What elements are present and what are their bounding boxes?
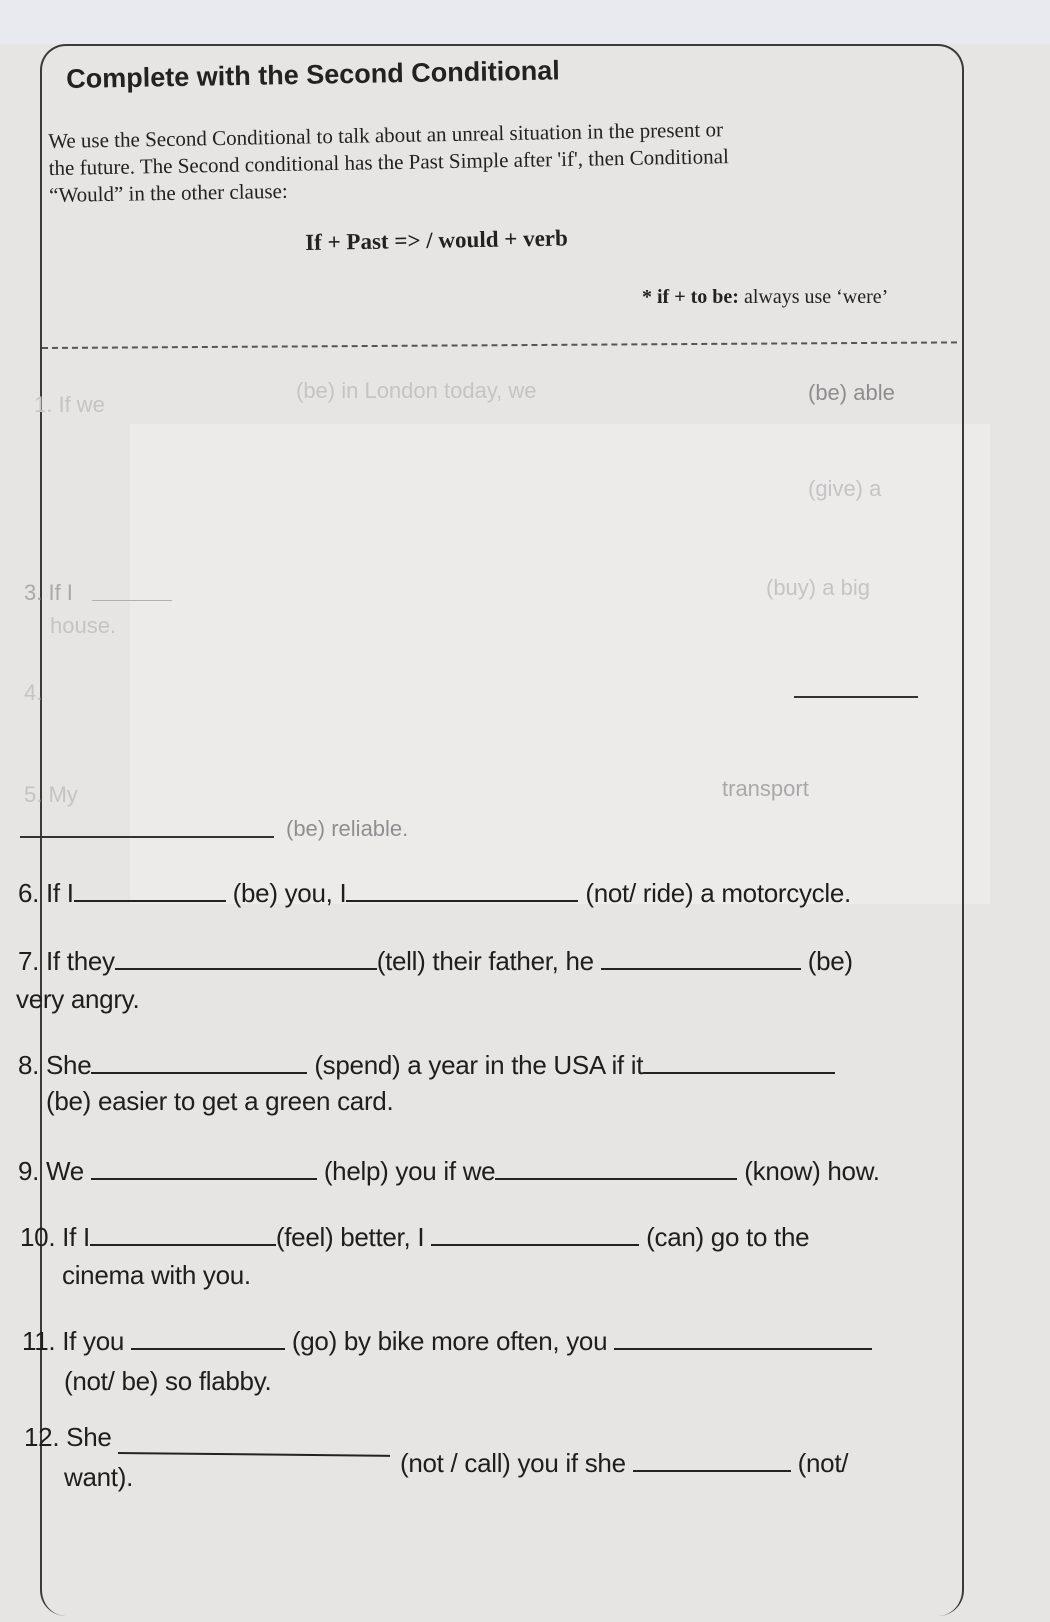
q8-text-2: (spend) a year in the USA if it bbox=[314, 1050, 644, 1080]
question-6 bbox=[18, 878, 851, 909]
q10-continuation: cinema with you. bbox=[62, 1260, 251, 1290]
q8-blank-2[interactable] bbox=[643, 1050, 835, 1074]
q6-text-3: (not/ ride) a motorcycle. bbox=[585, 878, 851, 908]
q11-continuation: (not/ be) so flabby. bbox=[64, 1366, 272, 1396]
question-9 bbox=[18, 1156, 880, 1187]
q12-continuation: want). bbox=[64, 1462, 134, 1492]
q8-text-1: 8. She bbox=[18, 1050, 92, 1080]
q8-continuation: (be) easier to get a green card. bbox=[46, 1086, 394, 1116]
question-11 bbox=[22, 1326, 872, 1357]
question-7 bbox=[18, 946, 853, 977]
question-10 bbox=[20, 1222, 809, 1253]
q7-continuation: very angry. bbox=[16, 984, 140, 1014]
note-text: always use ‘were’ bbox=[743, 286, 889, 308]
worksheet-title: Complete with the Second Conditional bbox=[66, 55, 560, 94]
formula: If + Past => / would + verb bbox=[305, 225, 569, 255]
q11-blank-2[interactable] bbox=[614, 1326, 872, 1350]
q10-blank-1[interactable] bbox=[90, 1222, 276, 1246]
q11-text-2: (go) by bike more often, you bbox=[291, 1326, 608, 1356]
q8-blank-1[interactable] bbox=[91, 1050, 307, 1074]
intro-line-3: “Would” in the other clause: bbox=[48, 178, 288, 207]
q5-answer-blank bbox=[20, 836, 274, 838]
intro-line-2: the future. The Second conditional has the Past Simple after 'if', then Conditional bbox=[48, 144, 730, 180]
q12-text-3: (not/ bbox=[797, 1448, 849, 1478]
q10-text-3: (can) go to the bbox=[646, 1222, 810, 1252]
q9-blank-2[interactable] bbox=[495, 1156, 737, 1180]
intro-line-1: We use the Second Conditional to talk about an unreal situation in the present or bbox=[48, 117, 724, 153]
q7-text-2: (tell) their father, he bbox=[376, 946, 594, 976]
q4-answer-blank bbox=[794, 696, 918, 698]
faded-q1-end: (be) able bbox=[808, 380, 895, 405]
q6-text-2: (be) you, I bbox=[232, 878, 347, 908]
q9-text-1: 9. We bbox=[18, 1156, 84, 1186]
q7-text-3: (be) bbox=[807, 946, 853, 976]
faded-q1-start: 1. If we bbox=[34, 392, 105, 417]
q9-text-3: (know) how. bbox=[744, 1156, 880, 1186]
q10-text-2: (feel) better, I bbox=[275, 1222, 425, 1252]
q12-blank-2[interactable] bbox=[633, 1448, 791, 1472]
q12-text-1: 12. She bbox=[24, 1422, 112, 1452]
q11-blank-1[interactable] bbox=[131, 1326, 285, 1350]
faded-q3-end: (buy) a big bbox=[766, 575, 870, 600]
faded-q1-middle: (be) in London today, we bbox=[296, 378, 537, 403]
q9-blank-1[interactable] bbox=[91, 1156, 317, 1180]
q10-blank-2[interactable] bbox=[431, 1222, 639, 1246]
faded-q2-end: (give) a bbox=[808, 476, 882, 501]
were-note bbox=[642, 286, 888, 309]
faded-q3-start: 3. If I bbox=[24, 580, 73, 605]
intro-paragraph bbox=[48, 112, 949, 209]
q6-blank-1[interactable] bbox=[74, 878, 226, 902]
q7-text-1: 7. If they bbox=[18, 946, 115, 976]
faded-q3-continuation: house. bbox=[50, 613, 117, 638]
q10-text-1: 10. If I bbox=[20, 1222, 90, 1252]
q7-blank-2[interactable] bbox=[601, 946, 801, 970]
q11-text-1: 11. If you bbox=[22, 1326, 125, 1356]
q12-text-2: (not / call) you if she bbox=[400, 1448, 626, 1478]
q6-blank-2[interactable] bbox=[346, 878, 578, 902]
question-8 bbox=[18, 1050, 835, 1081]
q7-blank-1[interactable] bbox=[115, 946, 377, 970]
question-12-start bbox=[24, 1422, 112, 1453]
question-12-end bbox=[400, 1448, 848, 1479]
note-label: * if + to be: bbox=[642, 286, 739, 308]
faded-q5-end: transport bbox=[722, 776, 809, 801]
faded-q5-start: 5. My bbox=[24, 782, 78, 807]
q9-text-2: (help) you if we bbox=[323, 1156, 496, 1186]
faded-q4-start: 4. bbox=[24, 680, 43, 705]
faded-q5-continuation: (be) reliable. bbox=[286, 816, 409, 841]
faded-q3-blank bbox=[92, 600, 172, 601]
q6-text-1: 6. If I bbox=[18, 878, 74, 908]
